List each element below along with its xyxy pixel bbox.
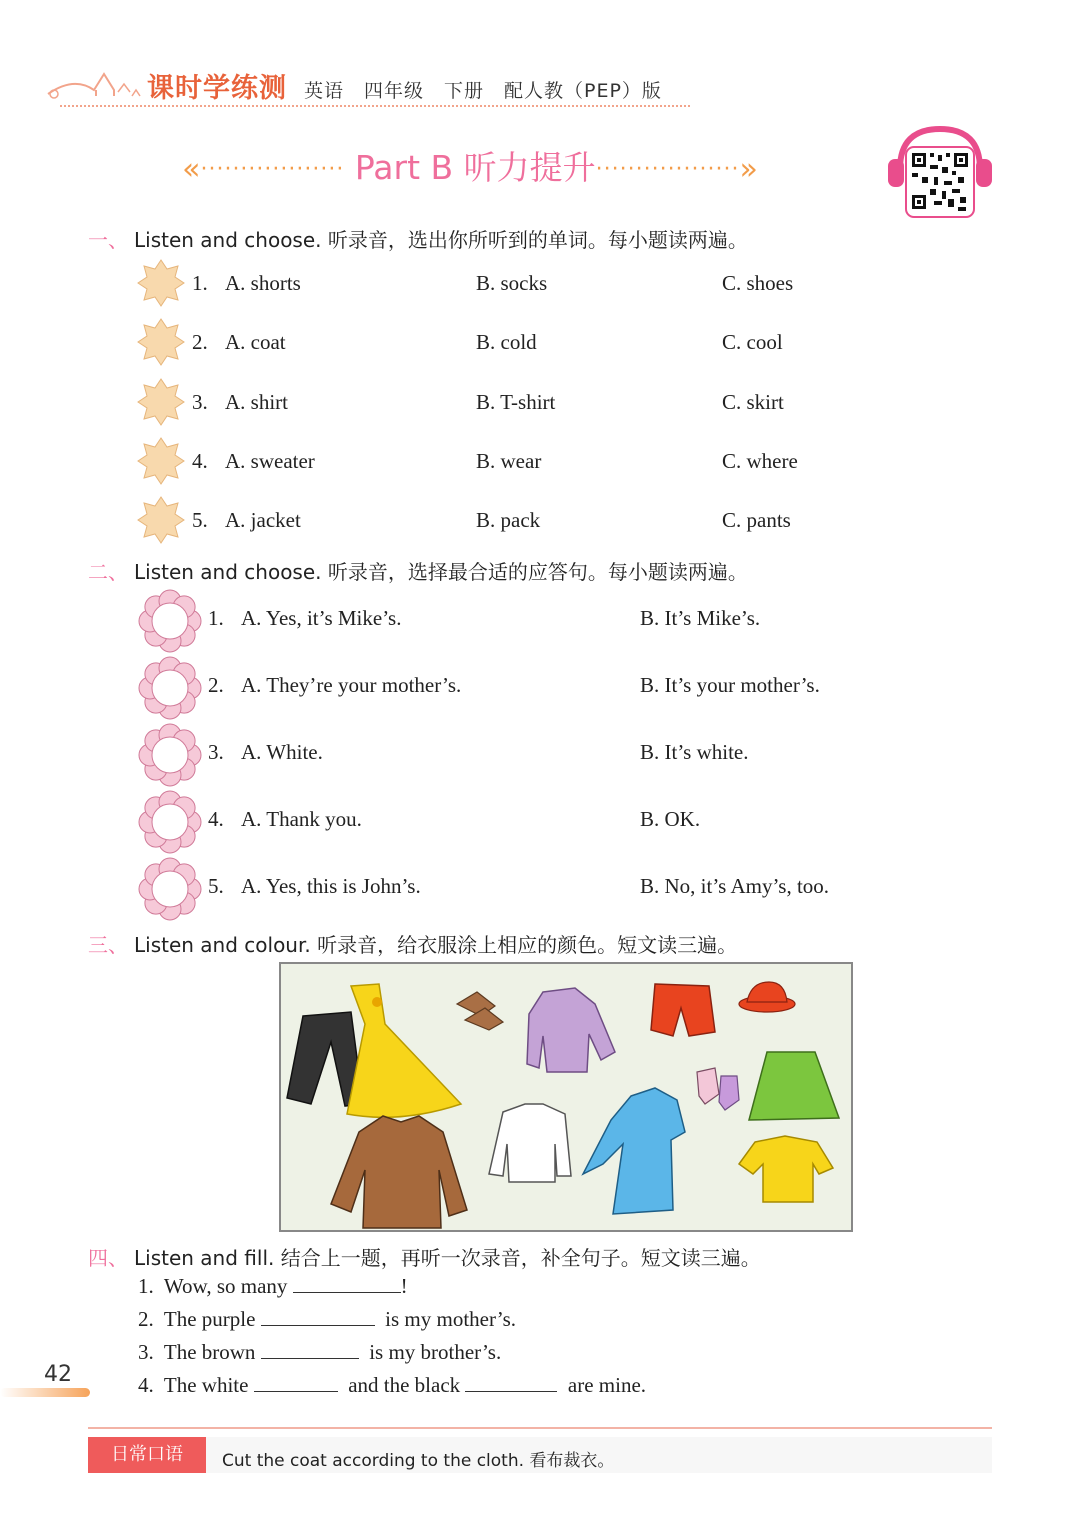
question-number: 3.: [192, 390, 208, 414]
fill-text-middle: and the black: [348, 1373, 461, 1397]
section2-heading: [88, 556, 748, 585]
fill-text-before: Wow, so many: [163, 1274, 288, 1298]
answer-badge-star-icon[interactable]: [137, 378, 185, 426]
fill-text-after: are mine.: [567, 1373, 647, 1397]
section2-instruction: Listen and choose. 听录音，选择最合适的应答句。每小题读两遍。: [134, 560, 748, 584]
fill-item-2: [138, 1307, 516, 1332]
fill-item-1: [138, 1274, 408, 1299]
shorts-illustration: [651, 984, 715, 1036]
shoes-illustration: [457, 992, 503, 1030]
question-number: 2.: [208, 673, 224, 697]
part-title: [140, 142, 800, 189]
option-a: A. Yes, this is John’s.: [241, 874, 421, 898]
question-number: 3.: [208, 740, 224, 764]
option-b: B. pack: [476, 508, 541, 532]
section1-number: 一、: [88, 228, 128, 252]
section1-heading: [88, 224, 748, 253]
option-b: B. No, it’s Amy’s, too.: [640, 874, 830, 898]
answer-badge-flower-icon[interactable]: [137, 722, 203, 788]
right-dots-decoration: ··················: [595, 157, 740, 182]
answer-blank[interactable]: [293, 1274, 401, 1293]
option-c: C. shoes: [722, 271, 794, 295]
option-b: B. It’s your mother’s.: [640, 673, 820, 697]
fill-text-before: The white: [163, 1373, 249, 1397]
option-a: A. Yes, it’s Mike’s.: [241, 606, 402, 630]
part-title-text: Part B 听力提升: [354, 148, 596, 187]
right-chevrons-icon: »: [739, 152, 758, 187]
fill-number: 2.: [138, 1307, 154, 1331]
jacket-illustration: [331, 1116, 467, 1228]
section3-instruction: Listen and colour. 听录音，给衣服涂上相应的颜色。短文读三遍。: [134, 933, 738, 957]
question-number: 4.: [208, 807, 224, 831]
section4-heading: [88, 1242, 761, 1271]
answer-badge-star-icon[interactable]: [137, 318, 185, 366]
answer-badge-flower-icon[interactable]: [137, 588, 203, 654]
book-edition-subtitle: 英语 四年级 下册 配人教（PEP）版: [304, 80, 662, 102]
option-a: A. White.: [241, 740, 323, 764]
answer-badge-star-icon[interactable]: [137, 496, 185, 544]
page-number: 42: [44, 1362, 72, 1387]
option-c: C. pants: [722, 508, 791, 532]
answer-badge-star-icon[interactable]: [137, 259, 185, 307]
fill-text-after: is my mother’s.: [385, 1307, 517, 1331]
answer-blank[interactable]: [261, 1340, 359, 1359]
header-house-logo: [44, 64, 144, 104]
footer-proverb: Cut the coat according to the cloth. 看布裁衣。: [222, 1451, 615, 1471]
fill-text-after: !: [400, 1274, 408, 1298]
question-number: 5.: [208, 874, 224, 898]
option-b: B. It’s white.: [640, 740, 749, 764]
book-series-title: 课时学练测: [147, 73, 287, 104]
skirt-illustration: [749, 1052, 839, 1120]
section3-heading: [88, 929, 737, 958]
fill-number: 4.: [138, 1373, 154, 1397]
option-b: B. OK.: [640, 807, 701, 831]
audio-qr-code-icon[interactable]: [886, 125, 994, 221]
question-number: 5.: [192, 508, 208, 532]
answer-badge-flower-icon[interactable]: [137, 856, 203, 922]
clothes-coloring-picture: [279, 962, 853, 1232]
answer-blank[interactable]: [261, 1307, 375, 1326]
socks-illustration: [697, 1068, 739, 1110]
fill-text-before: The brown: [163, 1340, 256, 1364]
option-a: A. coat: [225, 330, 286, 354]
option-a: A. sweater: [225, 449, 315, 473]
option-b: B. socks: [476, 271, 548, 295]
fill-item-3: [138, 1340, 501, 1365]
section1-instruction: Listen and choose. 听录音，选出你所听到的单词。每小题读两遍。: [134, 228, 748, 252]
section4-instruction: Listen and fill. 结合上一题，再听一次录音，补全句子。短文读三遍。: [134, 1246, 761, 1270]
option-a: A. shorts: [225, 271, 301, 295]
option-a: A. They’re your mother’s.: [241, 673, 462, 697]
hat-illustration: [739, 982, 795, 1012]
option-c: C. cool: [722, 330, 783, 354]
option-b: B. wear: [476, 449, 542, 473]
footer-divider: [88, 1427, 992, 1429]
fill-number: 1.: [138, 1274, 154, 1298]
question-number: 1.: [208, 606, 224, 630]
fill-number: 3.: [138, 1340, 154, 1364]
section4-number: 四、: [88, 1246, 128, 1270]
option-c: C. where: [722, 449, 798, 473]
option-b: B. T-shirt: [476, 390, 556, 414]
option-b: B. cold: [476, 330, 537, 354]
question-number: 4.: [192, 449, 208, 473]
page-number-bar: [0, 1388, 90, 1397]
footer-tag: 日常口语: [88, 1437, 206, 1473]
coat-illustration: [583, 1088, 685, 1214]
option-a: A. jacket: [225, 508, 301, 532]
shirt-illustration: [489, 1104, 571, 1182]
left-dots-decoration: ··················: [200, 157, 345, 182]
answer-badge-star-icon[interactable]: [137, 437, 185, 485]
answer-blank[interactable]: [254, 1373, 338, 1392]
answer-blank[interactable]: [465, 1373, 557, 1392]
dress-illustration: [347, 984, 461, 1117]
fill-item-4: [138, 1373, 646, 1398]
t-shirt-illustration: [739, 1136, 833, 1202]
option-a: A. Thank you.: [241, 807, 362, 831]
section3-number: 三、: [88, 933, 128, 957]
header-divider: [60, 105, 690, 107]
question-number: 2.: [192, 330, 208, 354]
left-chevrons-icon: «: [182, 152, 201, 187]
answer-badge-flower-icon[interactable]: [137, 655, 203, 721]
question-number: 1.: [192, 271, 208, 295]
fill-text-after: is my brother’s.: [369, 1340, 502, 1364]
option-a: A. shirt: [225, 390, 288, 414]
sweater-illustration: [527, 988, 615, 1072]
answer-badge-flower-icon[interactable]: [137, 789, 203, 855]
fill-text-before: The purple: [163, 1307, 256, 1331]
section2-number: 二、: [88, 560, 128, 584]
option-c: C. skirt: [722, 390, 784, 414]
option-b: B. It’s Mike’s.: [640, 606, 761, 630]
